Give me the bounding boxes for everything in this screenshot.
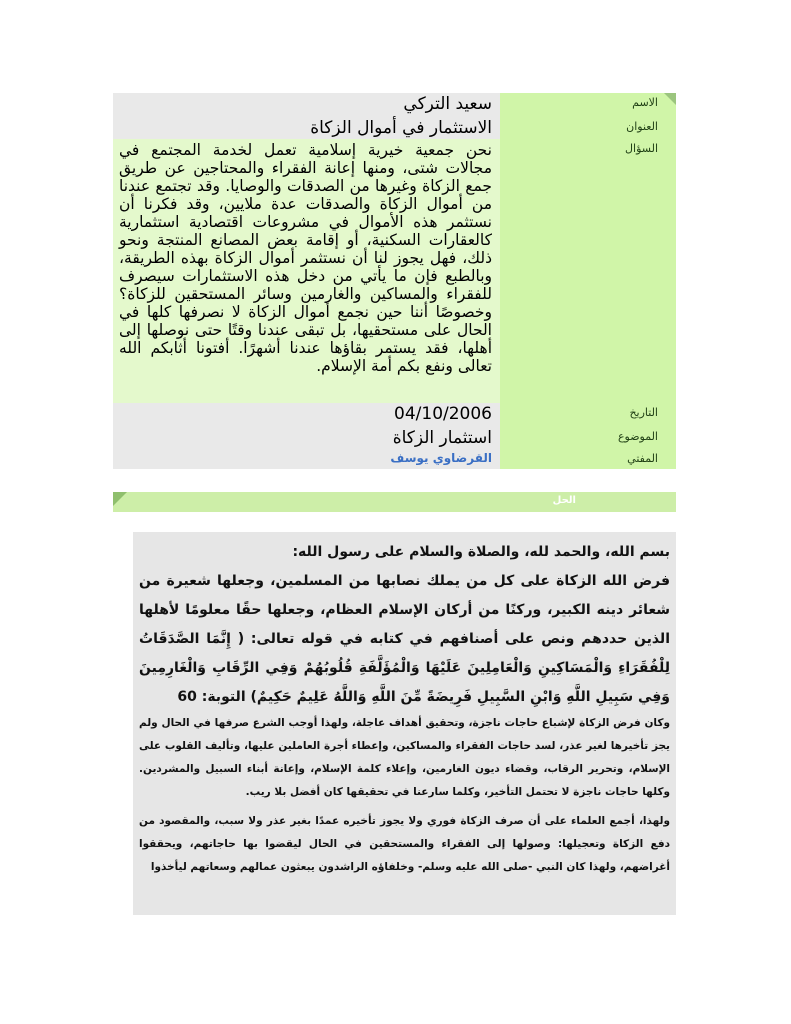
answer-body <box>133 532 676 915</box>
question-text: نحن جمعية خيرية إسلامية تعمل لخدمة المجتمع في مجالات شتى، ومنها إعانة الفقراء والمحتاجين عن طريق جمع الزكاة وغيرها من الصدقات والوصايا. وقد تجتمع عندنا من أموال الزكاة والصدقات عدة ملايين، وقد فكرنا أن نستثمر هذه الأموال في مشروعات اقتصادية استثمارية كالعقارات السكنية، أو إقامة بعض المصانع المنتجة ونحو ذلك، فهل يجوز لنا أن نستثمر أموال الزكاة بهذه الطريقة، وبالطبع فإن ما يأتي من دخل هذه الاستثمارات سيصرف للفقراء والمساكين والغارمين وسائر المستحقين للزكاة؟ وخصوصًا أننا حين نجمع أموال الزكاة لا نصرفها كلها في الحال على مستحقيها، بل تبقى عندنا وقتًا حتى نوصلها إلى أهلها، فقد يستمر بقاؤها عندنا أشهرًا. أفتونا أثابكم الله تعالى ونفع بكم أمة الإسلام. <box>113 139 500 403</box>
row-name <box>113 93 676 117</box>
fatwa-title: الاستثمار في أموال الزكاة <box>113 117 500 139</box>
label-name: الاسم <box>500 93 676 117</box>
mufti-link[interactable]: القرضاوي يوسف <box>113 449 500 469</box>
fatwa-date: 04/10/2006 <box>113 403 500 427</box>
label-question: السؤال <box>500 139 676 403</box>
answer-paragraph-2: وكان فرض الزكاة لإشباع حاجات ناجزة، وتحقيق أهداف عاجلة، ولهذا أوجب الشرع صرفها في الحال ولم يجز تأخيرها لغير عذر، لسد حاجات الفقراء والمساكين، وإعطاء أجرة العاملين عليها، وتأليف القلوب على الإسلام، وتحرير الرقاب، وقضاء ديون الغارمين، وإعلاء كلمة الإسلام، وإعانة أبناء السبيل والمشردين. وكلها حاجات ناجزة لا تحتمل التأخير، وكلما سارعنا في تحقيقها كان أفضل بلا ريب. <box>139 717 670 798</box>
row-date <box>113 403 676 427</box>
row-question <box>113 139 676 403</box>
answer-opening: بسم الله، والحمد لله، والصلاة والسلام على رسول الله: <box>292 544 670 560</box>
label-title: العنوان <box>500 117 676 139</box>
fatwa-info-table <box>113 93 676 469</box>
answer-header-bar <box>113 492 676 512</box>
answer-paragraph-3: ولهذا، أجمع العلماء على أن صرف الزكاة فوري ولا يجوز تأخيره عمدًا بغير عذر ولا سبب، والمقصود من دفع الزكاة وتعجيلها: وصولها إلى الفقراء والمستحقين في الحال ليقضوا بها حاجاتهم، ويحققوا أغراضهم، ولهذا كان النبي -صلى الله عليه وسلم- وخلفاؤه الراشدون يبعثون عمالهم وسعاتهم ليأخذوا <box>139 815 670 873</box>
label-mufti: المفتي <box>500 449 676 469</box>
row-mufti <box>113 449 676 469</box>
asker-name: سعيد التركي <box>113 93 500 117</box>
answer-header-label: الحل <box>552 495 576 506</box>
label-subject: الموضوع <box>500 427 676 449</box>
row-title <box>113 117 676 139</box>
answer-paragraph-1: فرض الله الزكاة على كل من يملك نصابها من المسلمين، وجعلها شعيرة من شعائر دينه الكبير، وركنًا من أركان الإسلام العظام، وجعلها حقًا معلومًا لأهلها الذين حددهم ونص على أصنافهم في كتابه في قوله تعالى: ( إِنَّمَا الصَّدَقَاتُ لِلْفُقَرَاءِ وَالْمَسَاكِينِ وَالْعَامِلِينَ عَلَيْهَا وَالْمُؤَلَّفَةِ قُلُوبُهُمْ وَفِي الرِّقَابِ وَالْغَارِمِينَ وَفِي سَبِيلِ اللَّهِ وَابْنِ السَّبِيلِ فَرِيضَةً مِّنَ اللَّهِ وَاللَّهُ عَلِيمٌ حَكِيمٌ) التوبة: 60 <box>139 573 670 705</box>
row-subject <box>113 427 676 449</box>
fatwa-subject: استثمار الزكاة <box>113 427 500 449</box>
label-date: التاريخ <box>500 403 676 427</box>
